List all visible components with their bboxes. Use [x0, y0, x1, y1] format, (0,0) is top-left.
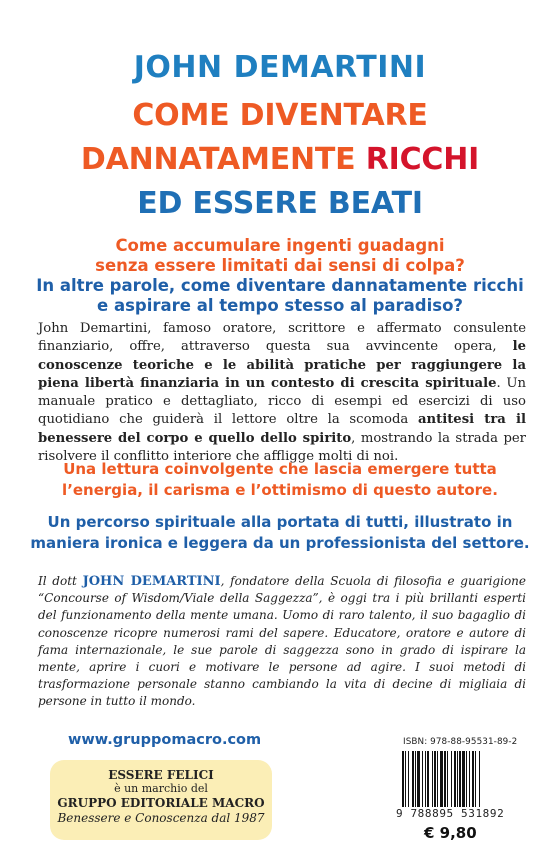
price-label: € 9,80	[424, 824, 477, 842]
publisher-info-box	[50, 760, 272, 840]
question-blue	[0, 276, 560, 316]
question-orange-line-1: Come accumulare ingenti guadagni	[115, 236, 445, 255]
barcode-bar	[434, 751, 436, 807]
highlight-orange	[0, 459, 560, 501]
barcode-bar	[415, 751, 416, 807]
title-line-3	[0, 186, 560, 221]
question-blue-line-2: e aspirare al tempo stesso al paradiso?	[97, 296, 463, 315]
author-name: JOHN DEMARTINI	[133, 50, 427, 85]
barcode-bar	[425, 751, 426, 807]
barcode-bar	[469, 751, 470, 807]
highlight-blue-line-1: Un percorso spirituale alla portata di tutti, illustrato in	[47, 513, 513, 531]
barcode-bar	[440, 751, 443, 807]
series-sub: è un marchio del	[114, 782, 208, 795]
barcode-bar	[417, 751, 420, 807]
title-word-beati: BEATI	[327, 186, 423, 221]
bio-text: , fondatore della Scuola di filosofia e guarigione “Concourse of Wisdom/Viale della Saggezza”, è oggi tra i più brillanti esperti del funzionamento della mente umana. Uomo di raro talento, il suo bagaglio di conoscenze ricopre numerosi rami del sapere. Educatore, oratore e autore di fama internazionale, le sue parole di saggezza sono in grado di ispirare la mente, aprire i cuori e motivare le persone ad agire. I suoi metodi di trasformazione personale stanno cambiando la vita di decine di migliaia di persone in tutto il mondo.	[38, 574, 527, 709]
highlight-orange-line-1: Una lettura coinvolgente che lascia emergere tutta	[63, 460, 497, 478]
series-name: ESSERE FELICI	[108, 768, 214, 782]
barcode-bar	[402, 751, 404, 807]
barcode-bar	[432, 751, 433, 807]
barcode-bar	[457, 751, 458, 807]
publisher-name: GRUPPO EDITORIALE MACRO	[57, 796, 265, 810]
isbn-label: ISBN: 978-88-95531-89-2	[403, 737, 518, 747]
barcode-bar	[412, 751, 414, 807]
barcode-bar	[422, 751, 423, 807]
barcode-image	[400, 751, 522, 807]
question-orange-line-2: senza essere limitati dai sensi di colpa?	[95, 256, 465, 275]
barcode-bar	[459, 751, 461, 807]
barcode-bar	[447, 751, 448, 807]
barcode-bar	[466, 751, 467, 807]
barcode-bar	[451, 751, 452, 807]
question-blue-line-1: In altre parole, come diventare dannatamente ricchi	[36, 276, 524, 295]
publisher-tagline: Benessere e Conoscenza dal 1987	[57, 811, 265, 825]
author-bio	[38, 573, 526, 711]
barcode-bar	[437, 751, 438, 807]
question-orange	[0, 236, 560, 276]
highlight-blue-line-2: maniera ironica e leggera da un professionista del settore.	[30, 534, 530, 552]
barcode-bar	[472, 751, 474, 807]
title-words-ed-essere: ED ESSERE	[137, 186, 328, 221]
title-line-1: COME DIVENTARE	[132, 98, 428, 133]
description-bold-1: le conoscenze teoriche e le abilità pratiche per raggiungere la piena libertà finanziaria in un contesto di crescita spirituale	[38, 339, 526, 391]
highlight-blue	[0, 512, 560, 554]
barcode-bar	[479, 751, 480, 807]
description-text-3: , mostrando la strada per risolvere il conflitto interiore che affligge molti di noi.	[38, 430, 526, 465]
barcode-bar	[427, 751, 429, 807]
barcode-bar	[462, 751, 465, 807]
barcode-number: 9 788895 531892	[396, 807, 505, 820]
publisher-website-link[interactable]: www.gruppomacro.com	[68, 732, 262, 748]
highlight-orange-line-2: l’energia, il carisma e l’ottimismo di questo autore.	[62, 481, 498, 499]
barcode-bar	[408, 751, 409, 807]
barcode-bar	[444, 751, 446, 807]
description-text-2: . Un manuale pratico e dettagliato, ricco di esempi ed esercizi di uso quotidiano che guiderà il lettore oltre la scomoda	[38, 375, 526, 428]
barcode-bar	[475, 751, 476, 807]
bio-prefix: Il dott	[38, 574, 83, 588]
description-text-1: John Demartini, famoso oratore, scrittore e affermato consulente finanziario, offre, attraverso questa sua avvincente opera,	[38, 321, 526, 355]
title-line-2	[0, 142, 560, 177]
barcode-bar	[454, 751, 456, 807]
bio-author-name: JOHN DEMARTINI	[82, 574, 221, 589]
description-paragraph	[38, 320, 526, 466]
title-word-ricchi: RICCHI	[365, 142, 480, 177]
title-word-dannatamente: DANNATAMENTE	[80, 142, 366, 177]
barcode-bar	[405, 751, 406, 807]
description-bold-2: antitesi tra il benessere del corpo e quello dello spirito	[38, 412, 526, 446]
